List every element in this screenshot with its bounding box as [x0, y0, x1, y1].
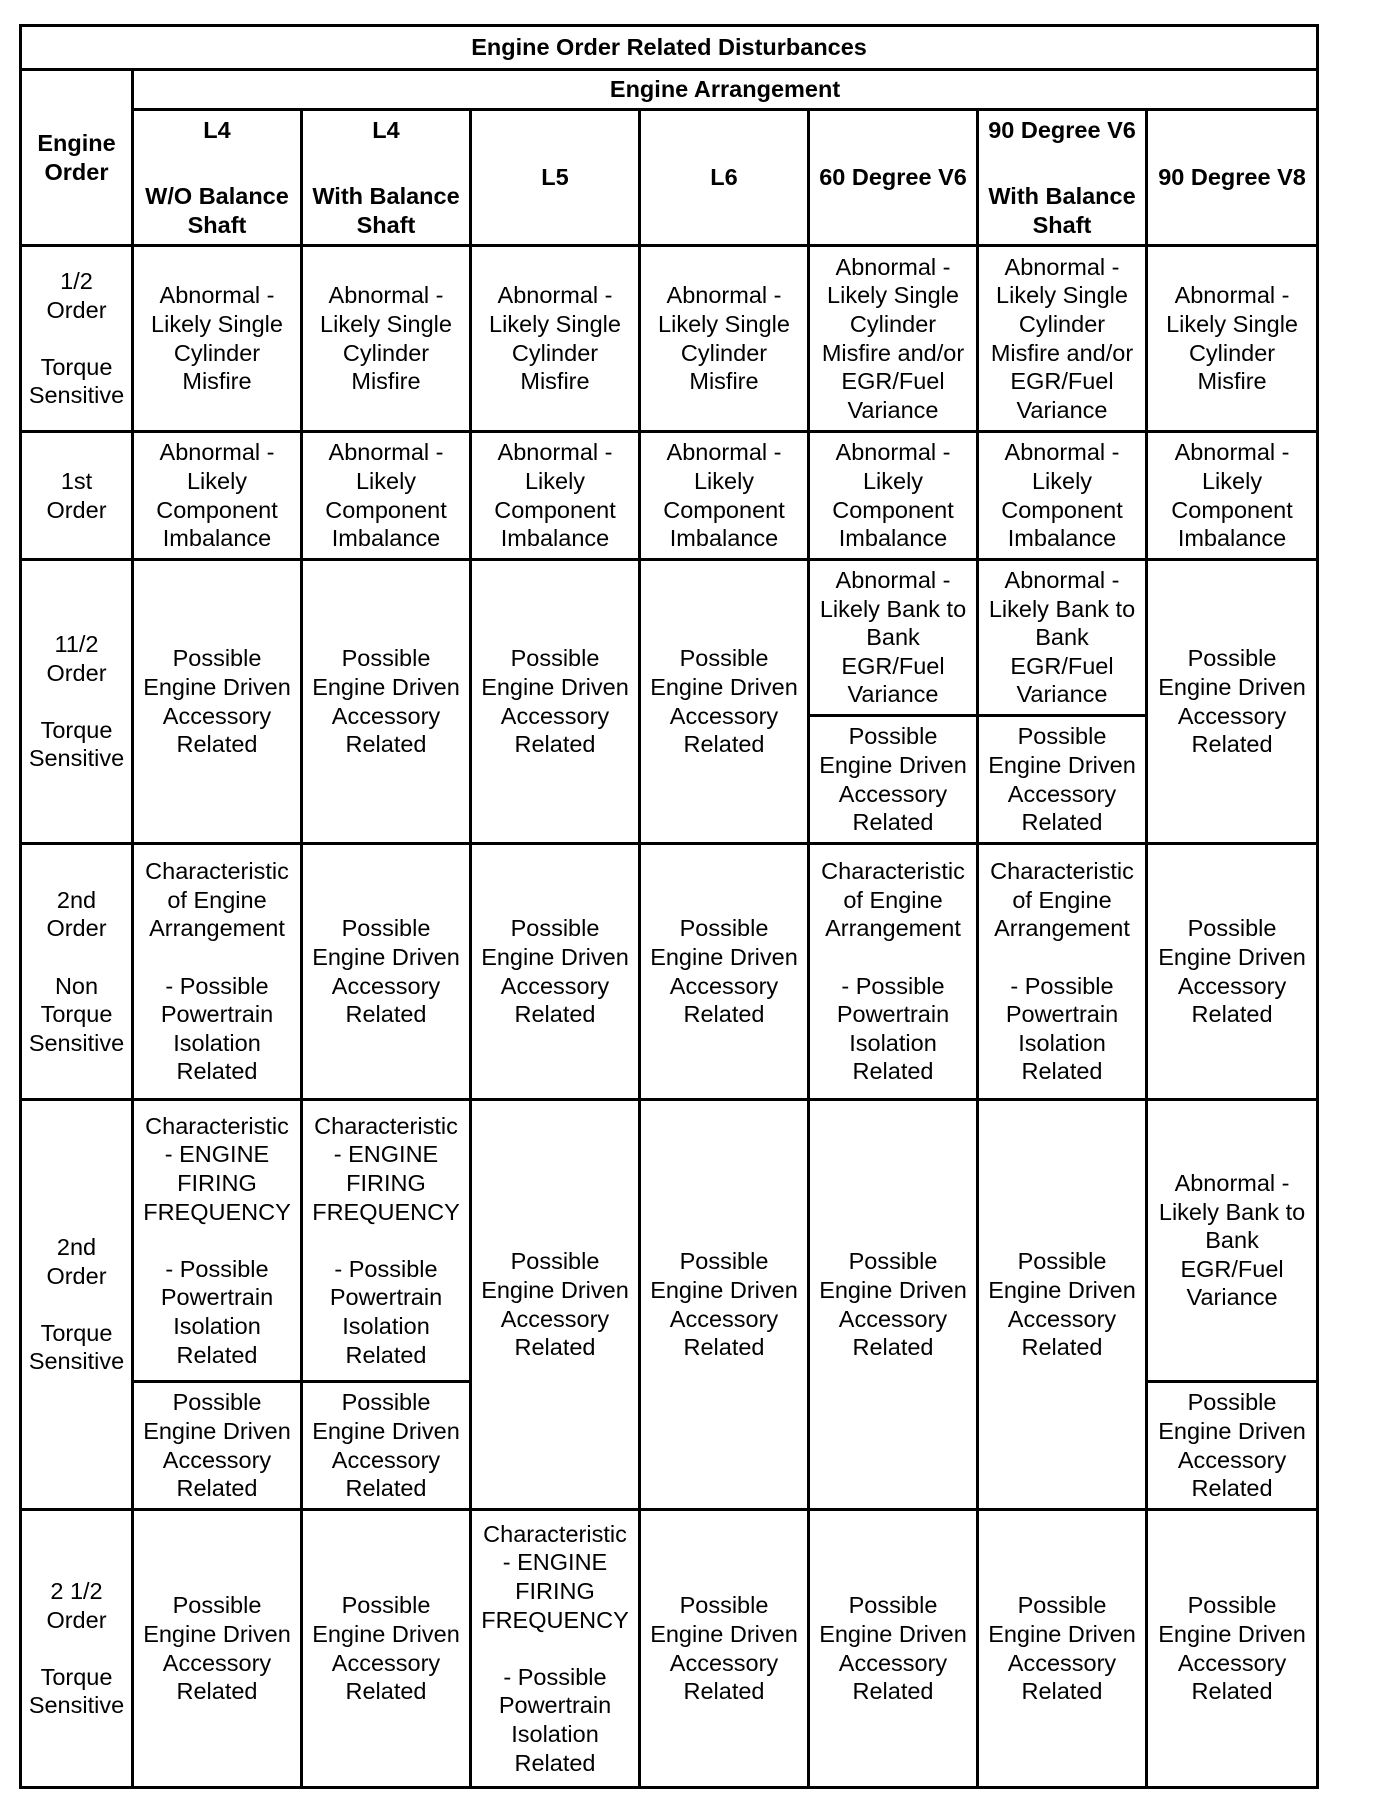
column-header-bottom: W/O Balance Shaft [145, 183, 289, 238]
table-cell: Possible Engine Driven Accessory Related [809, 1100, 978, 1510]
column-header-l4-with-balance [302, 110, 471, 246]
row-label-first-order: 1st Order [21, 432, 133, 560]
table-cell: Characteristic of Engine Arrangement - Possible Powertrain Isolation Related [133, 844, 302, 1100]
table-row [21, 432, 1318, 560]
table-cell: Possible Engine Driven Accessory Related [302, 844, 471, 1100]
column-header-l5 [471, 110, 640, 246]
table-cell: Possible Engine Driven Accessory Related [978, 716, 1147, 844]
row-label-two-half-order: 2 1/2 Order Torque Sensitive [21, 1510, 133, 1788]
table-cell: Possible Engine Driven Accessory Related [978, 1510, 1147, 1788]
engine-order-table [19, 24, 1319, 1789]
table-cell: Abnormal - Likely Single Cylinder Misfire and/or EGR/Fuel Variance [978, 246, 1147, 432]
table-title: Engine Order Related Disturbances [21, 26, 1318, 70]
column-header-bottom: 90 Degree V8 [1158, 164, 1306, 191]
table-cell: Characteristic - ENGINE FIRING FREQUENCY - Possible Powertrain Isolation Related [471, 1510, 640, 1788]
table-cell: Abnormal - Likely Component Imbalance [1147, 432, 1318, 560]
table-cell: Abnormal - Likely Component Imbalance [302, 432, 471, 560]
table-cell: Possible Engine Driven Accessory Related [302, 560, 471, 844]
row-label-half-order: 1/2 Order Torque Sensitive [21, 246, 133, 432]
table-cell: Abnormal - Likely Component Imbalance [978, 432, 1147, 560]
column-header-l4-wo-balance [133, 110, 302, 246]
column-header-l6 [640, 110, 809, 246]
column-header-top: L4 [372, 116, 400, 143]
table-cell: Abnormal - Likely Single Cylinder Misfire and/or EGR/Fuel Variance [809, 246, 978, 432]
row-label-one-half-order: 11/2 Order Torque Sensitive [21, 560, 133, 844]
table-cell: Possible Engine Driven Accessory Related [471, 560, 640, 844]
column-header-60-degree-v6 [809, 110, 978, 246]
table-cell: Possible Engine Driven Accessory Related [302, 1382, 471, 1510]
table-cell: Possible Engine Driven Accessory Related [133, 560, 302, 844]
row-label-second-order-non-torque: 2nd Order Non Torque Sensitive [21, 844, 133, 1100]
table-cell: Possible Engine Driven Accessory Related [640, 844, 809, 1100]
table-row [21, 844, 1318, 1100]
table-cell: Possible Engine Driven Accessory Related [978, 1100, 1147, 1510]
table-cell: Characteristic of Engine Arrangement - Possible Powertrain Isolation Related [809, 844, 978, 1100]
column-header-90-degree-v8 [1147, 110, 1318, 246]
table-cell: Possible Engine Driven Accessory Related [133, 1510, 302, 1788]
table-cell: Possible Engine Driven Accessory Related [640, 1100, 809, 1510]
engine-order-header-text: Engine Order [37, 129, 116, 185]
column-header-90-degree-v6 [978, 110, 1147, 246]
table-cell: Possible Engine Driven Accessory Related [471, 1100, 640, 1510]
table-row [21, 560, 1318, 716]
column-header-top: 90 Degree V6 [988, 116, 1136, 143]
table-row [21, 246, 1318, 432]
table-cell: Abnormal - Likely Single Cylinder Misfire [1147, 246, 1318, 432]
table-cell: Possible Engine Driven Accessory Related [1147, 1510, 1318, 1788]
table-cell: Abnormal - Likely Component Imbalance [640, 432, 809, 560]
table-cell: Abnormal - Likely Bank to Bank EGR/Fuel Variance [809, 560, 978, 716]
table-cell: Possible Engine Driven Accessory Related [133, 1382, 302, 1510]
table-cell: Abnormal - Likely Component Imbalance [471, 432, 640, 560]
column-header-bottom: L5 [541, 164, 569, 191]
table-row [21, 1510, 1318, 1788]
table-cell: Abnormal - Likely Bank to Bank EGR/Fuel Variance [978, 560, 1147, 716]
table-cell: Abnormal - Likely Bank to Bank EGR/Fuel Variance [1147, 1100, 1318, 1382]
column-header-bottom: 60 Degree V6 [819, 164, 967, 191]
engine-arrangement-header: Engine Arrangement [133, 70, 1318, 110]
column-header-bottom: With Balance Shaft [312, 183, 460, 238]
table-cell: Abnormal - Likely Single Cylinder Misfire [302, 246, 471, 432]
table-cell: Possible Engine Driven Accessory Related [809, 1510, 978, 1788]
table-cell: Possible Engine Driven Accessory Related [640, 560, 809, 844]
table-cell: Possible Engine Driven Accessory Related [1147, 844, 1318, 1100]
table-cell: Possible Engine Driven Accessory Related [1147, 1382, 1318, 1510]
column-header-bottom: L6 [710, 164, 738, 191]
row-label-second-order-torque: 2nd Order Torque Sensitive [21, 1100, 133, 1510]
table-cell: Characteristic of Engine Arrangement - Possible Powertrain Isolation Related [978, 844, 1147, 1100]
table-cell: Abnormal - Likely Single Cylinder Misfire [133, 246, 302, 432]
column-header-bottom: With Balance Shaft [988, 183, 1136, 238]
table-cell: Possible Engine Driven Accessory Related [640, 1510, 809, 1788]
table-cell: Characteristic - ENGINE FIRING FREQUENCY - Possible Powertrain Isolation Related [302, 1100, 471, 1382]
engine-order-header [21, 70, 133, 246]
table-cell: Abnormal - Likely Component Imbalance [133, 432, 302, 560]
table-cell: Possible Engine Driven Accessory Related [471, 844, 640, 1100]
table-cell: Possible Engine Driven Accessory Related [1147, 560, 1318, 844]
table-cell: Abnormal - Likely Single Cylinder Misfire [471, 246, 640, 432]
table-row [21, 1100, 1318, 1382]
table-cell: Characteristic - ENGINE FIRING FREQUENCY - Possible Powertrain Isolation Related [133, 1100, 302, 1382]
table-cell: Possible Engine Driven Accessory Related [809, 716, 978, 844]
table-cell: Abnormal - Likely Single Cylinder Misfire [640, 246, 809, 432]
table-cell: Possible Engine Driven Accessory Related [302, 1510, 471, 1788]
table-cell: Abnormal - Likely Component Imbalance [809, 432, 978, 560]
column-header-top: L4 [203, 116, 231, 143]
